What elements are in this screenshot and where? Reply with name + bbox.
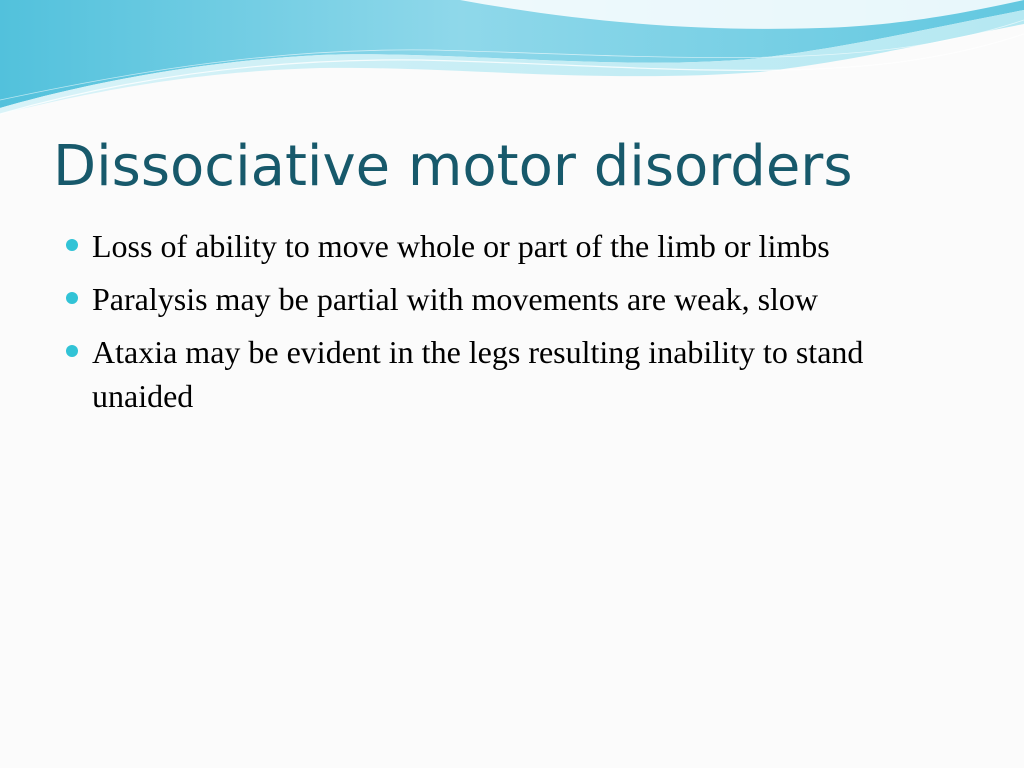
bullet-item <box>64 330 964 418</box>
bullet-text: Paralysis may be partial with movements are weak, slow <box>92 281 819 317</box>
bullet-item <box>64 224 964 268</box>
bullet-dot-icon <box>66 345 78 357</box>
bullet-text: Loss of ability to move whole or part of the limb or limbs <box>92 228 830 264</box>
bullet-item <box>64 277 964 321</box>
bullet-list <box>64 224 964 427</box>
bullet-text: Ataxia may be evident in the legs resulting inability to stand unaided <box>92 334 864 414</box>
wave-decoration <box>0 0 1024 120</box>
bullet-dot-icon <box>66 292 78 304</box>
bullet-dot-icon <box>66 239 78 251</box>
slide-title: Dissociative motor disorders <box>53 134 853 199</box>
